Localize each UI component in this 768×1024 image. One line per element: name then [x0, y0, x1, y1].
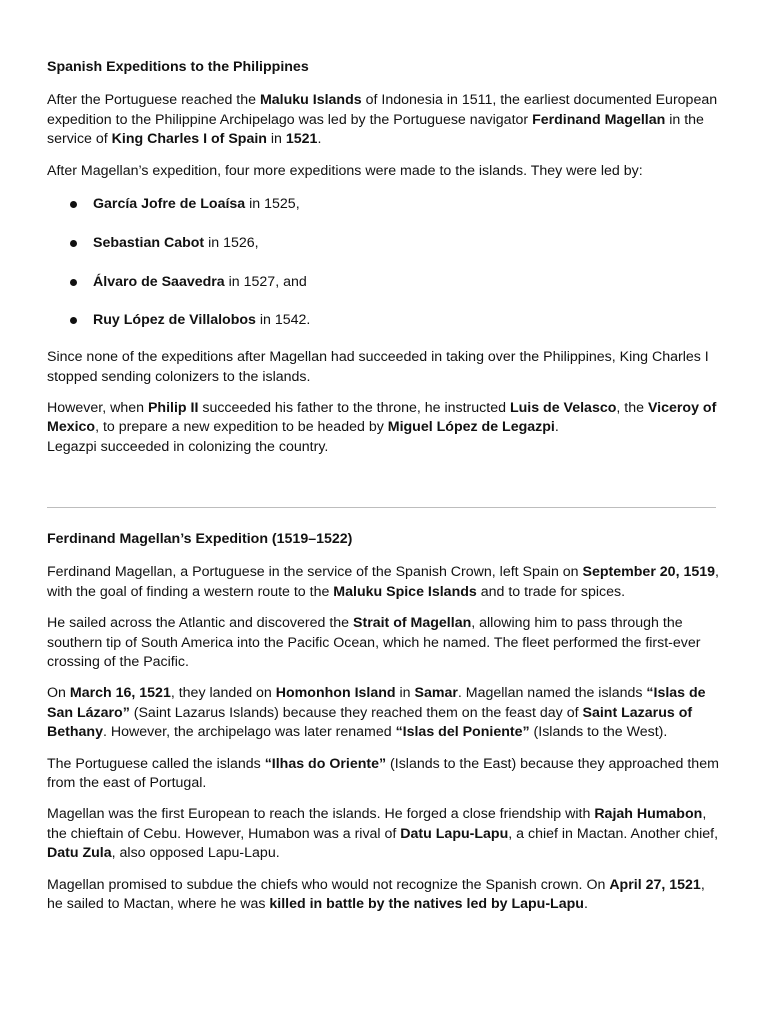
paragraph	[47, 563, 723, 602]
paragraph	[47, 684, 723, 742]
list-item	[47, 273, 723, 292]
bold-text: Ferdinand Magellan	[532, 111, 666, 128]
bullet-icon	[70, 279, 77, 286]
text-run: in	[395, 685, 415, 702]
paragraph-continuation: Legazpi succeeded in colonizing the country.	[47, 438, 329, 455]
bullet-icon	[70, 317, 77, 324]
expedition-year: in 1527, and	[224, 273, 307, 290]
text-run: . However, the archipelago was later renamed	[102, 724, 396, 741]
text-run: Magellan promised to subdue the chiefs who would not recognize the Spanish crown. On	[47, 876, 610, 893]
paragraph-main	[47, 400, 716, 435]
bold-text: March 16, 1521	[69, 685, 171, 702]
text-run: , he sailed to Mactan, where he was	[47, 876, 705, 913]
bold-text: Strait of Magellan	[353, 615, 472, 632]
text-run: .	[317, 131, 322, 148]
expedition-year: in 1525,	[245, 196, 300, 213]
bullet-icon	[70, 240, 77, 247]
text-run: (Saint Lazarus Islands) because they reached them on the feast day of	[129, 704, 583, 721]
expedition-list	[47, 195, 723, 331]
bold-text: Maluku Spice Islands	[333, 583, 477, 600]
paragraph	[47, 876, 723, 915]
text-run: , also opposed Lapu-Lapu.	[111, 845, 280, 862]
bold-text: “Islas de San Lázaro”	[47, 685, 706, 721]
list-item	[47, 234, 723, 253]
bold-text: “Ilhas do Oriente”	[264, 755, 387, 772]
text-run: Magellan was the first European to reach the islands. He forged a close friendship with	[47, 806, 595, 823]
text-run: , the chieftain of Cebu. However, Humabon was a rival of	[47, 806, 707, 842]
section-divider	[47, 507, 716, 508]
expedition-leader: Álvaro de Saavedra	[93, 273, 225, 290]
section-spanish-expeditions	[47, 58, 723, 457]
text-run: .	[554, 419, 559, 436]
text-run: in	[266, 131, 286, 148]
bold-text: Datu Zula	[47, 845, 112, 862]
bold-text: Datu Lapu-Lapu	[400, 825, 509, 842]
text-run: (Islands to the West).	[529, 724, 668, 741]
text-run: Ferdinand Magellan, a Portuguese in the service of the Spanish Crown, left Spain on	[47, 564, 583, 581]
text-run: However, when	[47, 399, 148, 416]
text-run: , to prepare a new expedition to be headed by	[95, 419, 388, 436]
section-title: Spanish Expeditions to the Philippines	[47, 59, 309, 75]
list-item	[47, 311, 723, 330]
list-item	[47, 195, 723, 214]
paragraph	[47, 755, 723, 794]
paragraph	[47, 162, 723, 181]
text-run: , a chief in Mactan. Another chief,	[508, 825, 719, 842]
text-run: The Portuguese called the islands	[47, 755, 265, 772]
bold-text: Homonhon Island	[275, 685, 396, 702]
section-magellan-expedition	[47, 530, 723, 927]
text-run: He sailed across the Atlantic and discovered the	[47, 615, 353, 632]
text-run: . Magellan named the islands	[457, 685, 647, 702]
bold-text: Samar	[414, 685, 458, 702]
text-run: , with the goal of finding a western route to the	[47, 564, 719, 600]
bold-text: April 27, 1521	[609, 876, 701, 893]
text-run: Since none of the expeditions after Magellan had succeeded in taking over the Philippines, King Charles I stopped sending colonizers to the islands.	[47, 349, 709, 385]
bold-text: Luis de Velasco	[509, 399, 617, 416]
bold-text: Maluku Islands	[259, 92, 362, 109]
text-run: , the	[616, 399, 648, 416]
expedition-leader: Sebastian Cabot	[93, 234, 205, 251]
bold-text: September 20, 1519	[582, 564, 716, 581]
text-run: On	[47, 685, 70, 702]
text-run: After Magellan’s expedition, four more expeditions were made to the islands. They were led by:	[47, 162, 643, 179]
text-run: and to trade for spices.	[476, 583, 626, 600]
section-title: Ferdinand Magellan’s Expedition (1519–1522)	[47, 531, 353, 547]
bullet-icon	[70, 201, 77, 208]
expedition-year: in 1526,	[204, 234, 259, 251]
bold-text: Miguel López de Legazpi	[387, 419, 555, 436]
text-run: After the Portuguese reached the	[47, 92, 260, 109]
text-run: succeeded his father to the throne, he instructed	[198, 399, 510, 416]
bold-text: killed in battle by the natives led by Lapu-Lapu	[269, 896, 584, 913]
bold-text: “Islas del Poniente”	[395, 724, 530, 741]
section-body	[47, 563, 723, 914]
text-run: (Islands to the East) because they approached them from the east of Portugal.	[47, 755, 719, 792]
expedition-leader: Ruy López de Villalobos	[93, 312, 256, 329]
expedition-leader: García Jofre de Loaísa	[93, 196, 246, 213]
bold-text: Viceroy of Mexico	[47, 399, 717, 436]
bold-text: Saint Lazarus of Bethany	[47, 704, 693, 741]
bold-text: Philip II	[147, 399, 199, 416]
text-run: of Indonesia in 1511, the earliest documented European expedition to the Philippine Archipelago was led by the Portuguese navigator	[47, 92, 718, 128]
paragraph	[47, 614, 723, 672]
paragraph	[47, 805, 723, 863]
paragraph	[47, 348, 723, 387]
text-run: in the service of	[47, 111, 704, 148]
text-run: , allowing him to pass through the southern tip of South America into the Pacific Ocean, which he named. The fleet performed the first-ever crossing of the Pacific.	[47, 615, 701, 671]
text-run: .	[583, 896, 588, 913]
bold-text: 1521	[285, 131, 318, 148]
expedition-year: in 1542.	[255, 312, 311, 329]
bold-text: King Charles I of Spain	[111, 131, 267, 148]
paragraph	[47, 399, 723, 457]
text-run: , they landed on	[170, 685, 276, 702]
paragraph	[47, 91, 723, 149]
bold-text: Rajah Humabon	[594, 806, 703, 823]
